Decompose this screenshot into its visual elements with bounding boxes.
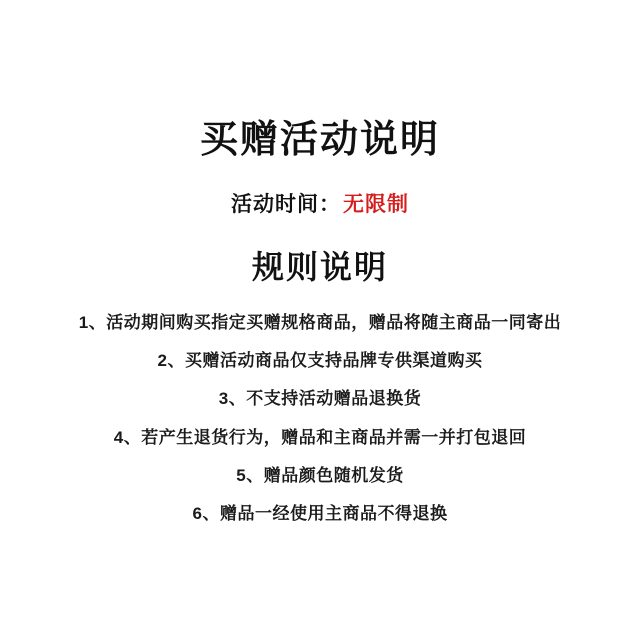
list-item: 2、买赠活动商品仅支持品牌专供渠道购买: [157, 350, 483, 370]
page-title: 买赠活动说明: [199, 119, 440, 161]
list-item: 1、活动期间购买指定买赠规格商品，赠品将随主商品一同寄出: [78, 312, 562, 332]
list-item: 3、不支持活动赠品退换货: [218, 389, 422, 409]
activity-time-value: 无限制: [343, 192, 409, 216]
rules-list: [0, 310, 640, 540]
activity-time-line: [231, 188, 409, 218]
list-item: 5、赠品颜色随机发货: [236, 465, 404, 485]
activity-time-label: 活动时间：: [231, 192, 341, 216]
list-item: 6、赠品一经使用主商品不得退换: [192, 504, 448, 524]
list-item: 4、若产生退货行为，赠品和主商品并需一并打包退回: [113, 427, 527, 447]
section-title-rules: 规则说明: [251, 248, 388, 285]
